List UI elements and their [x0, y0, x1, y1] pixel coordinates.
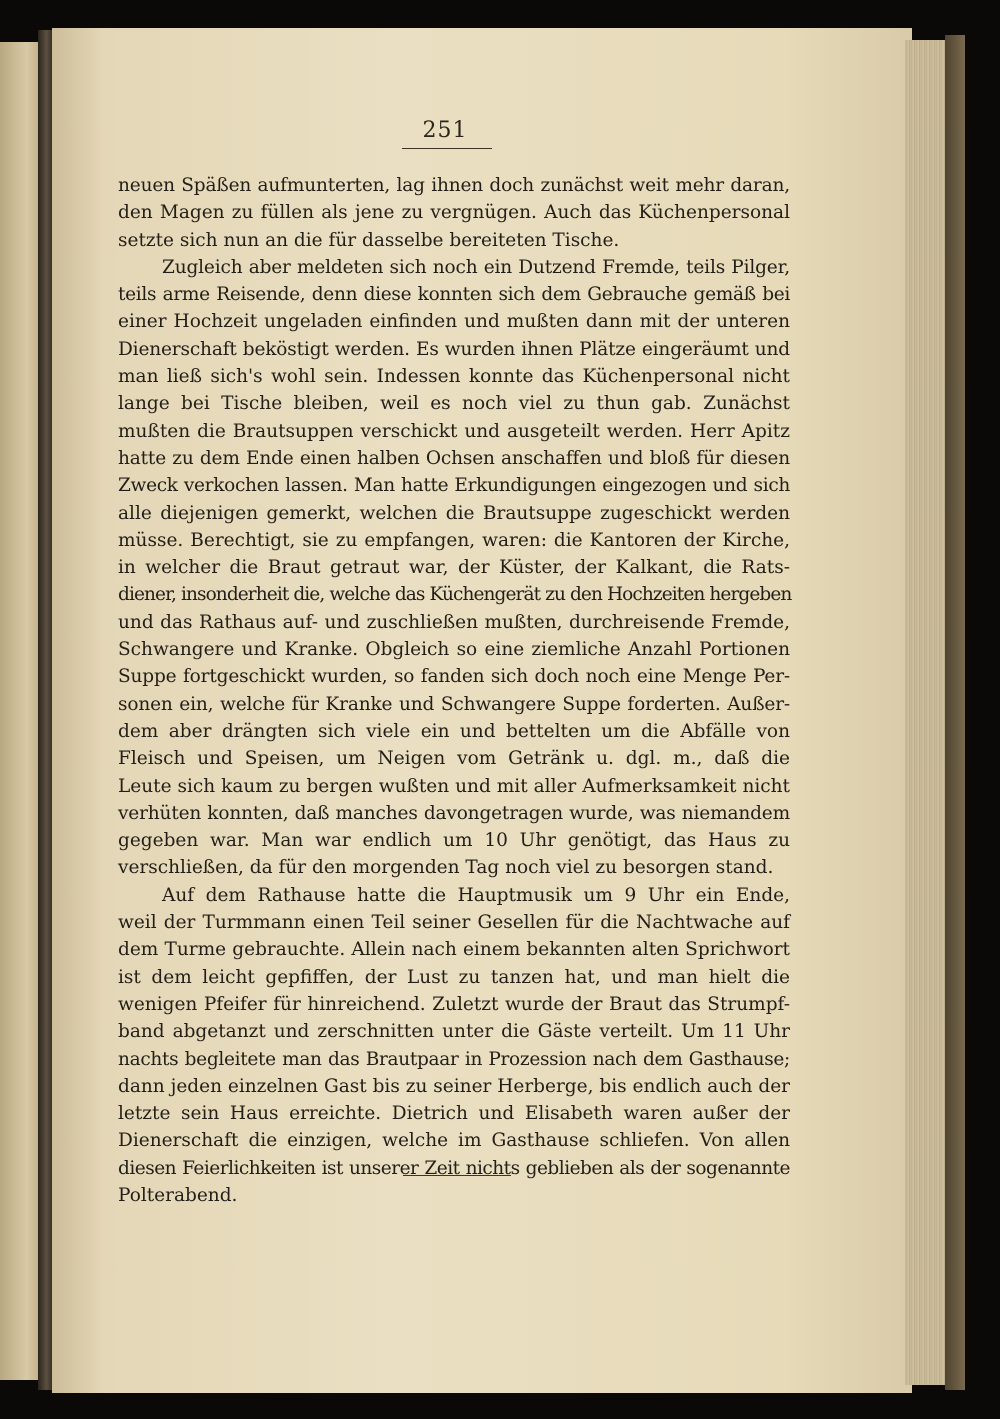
text-line: teils arme Reisende, denn diese konnten sich dem Gebrauche gemäß bei: [118, 284, 790, 306]
text-line: dem Turme gebrauchte. Allein nach einem bekannten alten Sprichwort: [118, 939, 790, 961]
text-line: dem aber drängten sich viele ein und bettelten um die Abfälle von: [118, 720, 790, 742]
page-edges: [905, 40, 945, 1385]
text-line: wenigen Pfeifer für hinreichend. Zuletzt wurde der Braut das Strumpf-: [118, 993, 790, 1015]
text-line: band abgetanzt und zerschnitten unter die Gäste verteilt. Um 11 Uhr: [118, 1021, 790, 1043]
text-line: setzte sich nun an die für dasselbe bereiteten Tische.: [118, 229, 620, 251]
body-text: [118, 172, 790, 1209]
text-line: Zugleich aber meldeten sich noch ein Dutzend Fremde, teils Pilger,: [162, 256, 790, 278]
text-line: verschließen, da für den morgenden Tag noch viel zu besorgen stand.: [118, 857, 774, 879]
text-line: nachts begleitete man das Brautpaar in Prozession nach dem Gasthause;: [118, 1048, 790, 1070]
text-line: mußten die Brautsuppen verschickt und ausgeteilt werden. Herr Apitz: [118, 420, 790, 442]
text-line: diener, insonderheit die, welche das Küchengerät zu den Hochzeiten hergeben: [118, 584, 792, 606]
text-line: in welcher die Braut getraut war, der Küster, der Kalkant, die Rats-: [118, 557, 790, 579]
text-line: Dienerschaft die einzigen, welche im Gasthause schliefen. Von allen: [118, 1130, 790, 1152]
end-rule: [403, 1175, 511, 1176]
text-line: man ließ sich's wohl sein. Indessen konnte das Küchenpersonal nicht: [118, 366, 790, 388]
text-line: sonen ein, welche für Kranke und Schwangere Suppe forderten. Außer-: [118, 693, 790, 715]
text-line: lange bei Tische bleiben, weil es noch viel zu thun gab. Zunächst: [118, 393, 790, 415]
text-line: Suppe fortgeschickt wurden, so fanden sich doch noch eine Menge Per-: [118, 666, 790, 688]
text-line: ist dem leicht gepfiffen, der Lust zu tanzen hat, und man hielt die: [118, 966, 790, 988]
page-number: 251: [422, 118, 468, 143]
text-line: Zweck verkochen lassen. Man hatte Erkundigungen eingezogen und sich: [118, 475, 790, 497]
text-line: hatte zu dem Ende einen halben Ochsen anschaffen und bloß für diesen: [118, 447, 790, 469]
text-line: neuen Späßen aufmunterten, lag ihnen doch zunächst weit mehr daran,: [118, 175, 790, 196]
text-line: dann jeden einzelnen Gast bis zu seiner Herberge, bis endlich auch der: [118, 1075, 790, 1097]
text-line: Dienerschaft beköstigt werden. Es wurden ihnen Plätze eingeräumt und: [118, 338, 790, 360]
book-gutter: [38, 30, 52, 1390]
previous-page-edge: [0, 42, 38, 1380]
book-cover-edge: [945, 35, 965, 1390]
text-line: und das Rathaus auf- und zuschließen mußten, durchreisende Fremde,: [118, 611, 790, 633]
text-line: Schwangere und Kranke. Obgleich so eine ziemliche Anzahl Portionen: [118, 639, 790, 661]
text-line: einer Hochzeit ungeladen einfinden und mußten dann mit der unteren: [118, 311, 790, 333]
text-line: Fleisch und Speisen, um Neigen vom Getränk u. dgl. m., daß die: [118, 748, 790, 770]
text-line: müsse. Berechtigt, sie zu empfangen, waren: die Kantoren der Kirche,: [118, 529, 790, 551]
text-line: alle diejenigen gemerkt, welchen die Brautsuppe zugeschickt werden: [118, 502, 790, 524]
text-line: den Magen zu füllen als jene zu vergnügen. Auch das Küchenpersonal: [118, 202, 790, 224]
text-line: Polterabend.: [118, 1184, 238, 1206]
header-rule: [402, 148, 492, 149]
text-line: letzte sein Haus erreichte. Dietrich und Elisabeth waren außer der: [118, 1103, 790, 1125]
text-line: gegeben war. Man war endlich um 10 Uhr genötigt, das Haus zu: [118, 830, 790, 852]
text-line: diesen Feierlichkeiten ist unserer Zeit nichts geblieben als der sogenannte: [118, 1157, 790, 1179]
text-line: verhüten konnten, daß manches davongetragen wurde, was niemandem: [118, 802, 790, 824]
text-line: Auf dem Rathause hatte die Hauptmusik um 9 Uhr ein Ende,: [162, 884, 790, 906]
text-line: Leute sich kaum zu bergen wußten und mit aller Aufmerksamkeit nicht: [118, 775, 790, 797]
text-line: weil der Turmmann einen Teil seiner Gesellen für die Nachtwache auf: [118, 912, 790, 934]
